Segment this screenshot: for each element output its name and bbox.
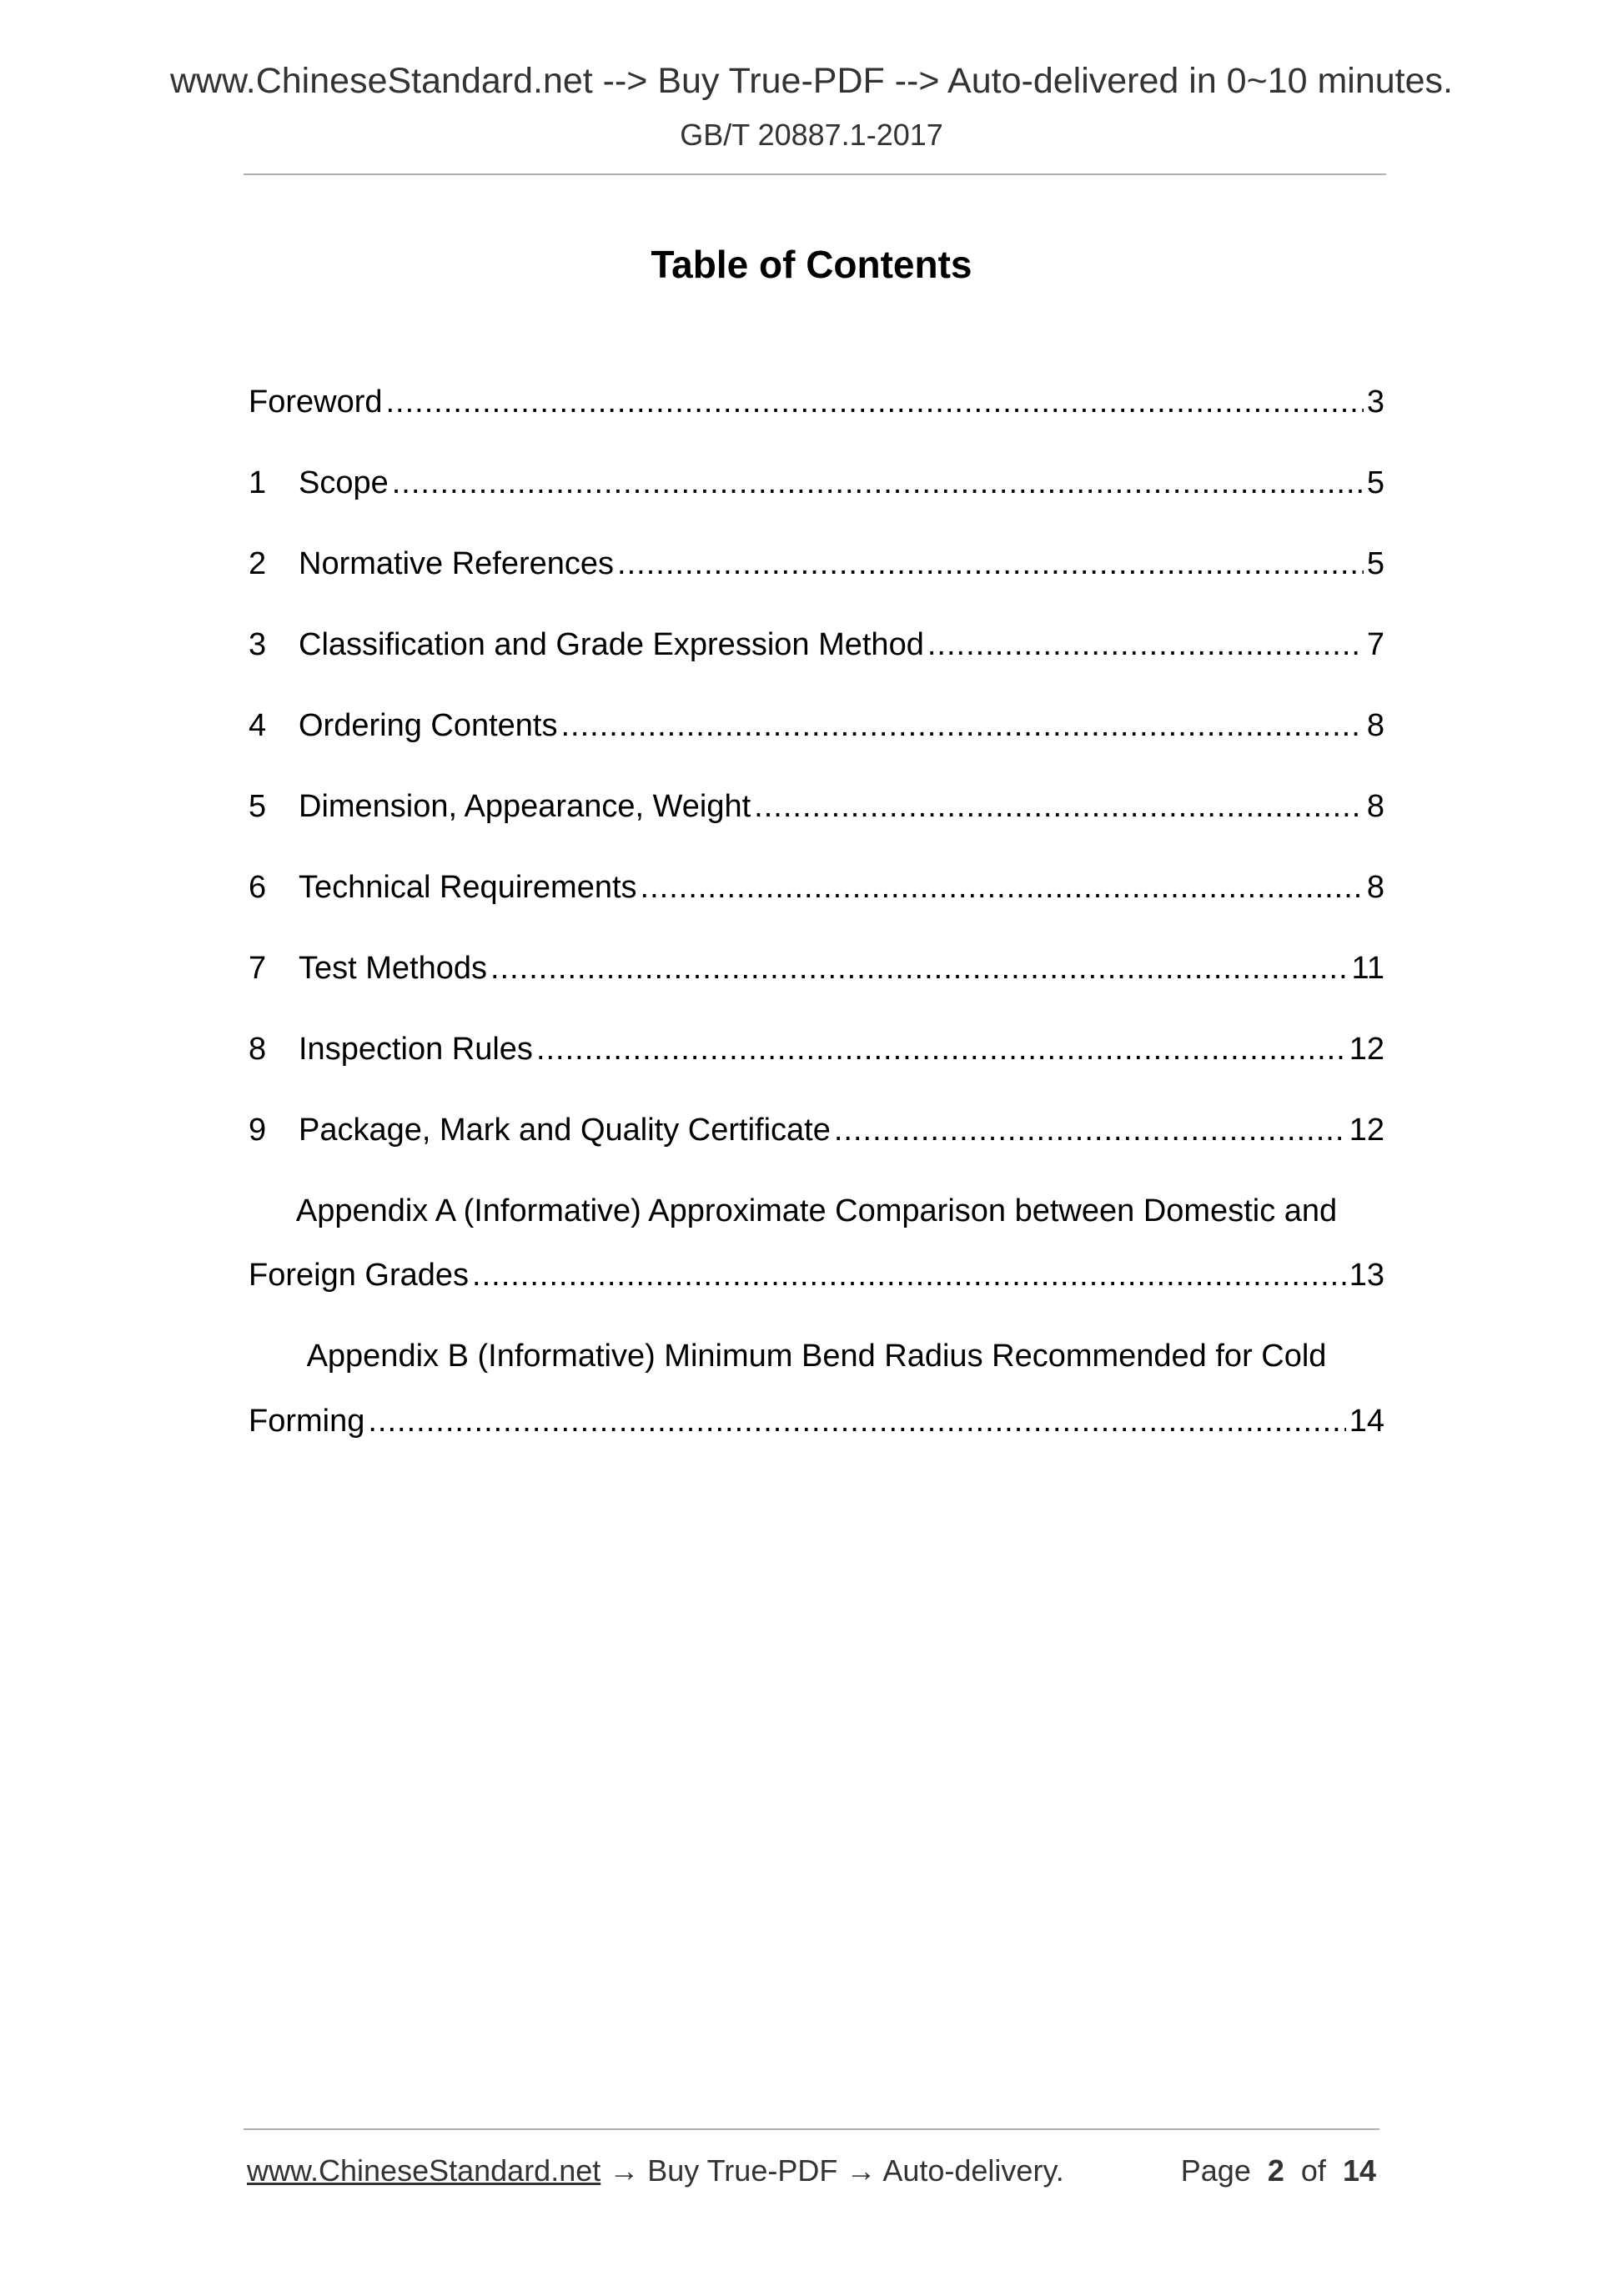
toc-entry-page: 11 — [1351, 951, 1384, 986]
standard-number: GB/T 20887.1-2017 — [680, 118, 943, 152]
toc-entry-inspection-rules[interactable] — [249, 1029, 1384, 1069]
toc-entry-number: 3 — [249, 627, 267, 662]
toc-entry-number: 8 — [249, 1032, 267, 1067]
toc-entry-page: 3 — [1366, 384, 1384, 420]
toc-entry-number: 2 — [249, 546, 267, 581]
toc-entry-number: 1 — [249, 465, 267, 500]
toc-leader-dots — [641, 867, 1364, 907]
toc-leader-dots — [472, 1255, 1346, 1295]
toc-entry-page: 12 — [1349, 1113, 1384, 1148]
toc-entry-foreword[interactable] — [249, 382, 1384, 422]
toc-leader-dots — [490, 948, 1349, 988]
toc-entry-test-methods[interactable] — [249, 948, 1384, 988]
page-title: Table of Contents — [651, 243, 972, 286]
header-banner: www.ChineseStandard.net --> Buy True-PDF --> Auto-delivered in 0~10 minutes. — [169, 61, 1453, 101]
toc-entry-page: 14 — [1349, 1404, 1384, 1439]
toc-entry-label: Normative References — [299, 546, 615, 581]
toc-entry-page: 13 — [1349, 1258, 1384, 1293]
toc-entry-number: 6 — [249, 870, 267, 905]
toc-leader-dots — [927, 625, 1364, 665]
toc-entry-page: 7 — [1366, 627, 1384, 662]
toc-entry-page: 8 — [1366, 789, 1384, 824]
total-pages-number: 14 — [1342, 2153, 1376, 2188]
toc-entry-normative-references[interactable] — [249, 544, 1384, 584]
toc-entry-label: Classification and Grade Expression Method — [299, 627, 924, 662]
toc-entry-ordering-contents[interactable] — [249, 706, 1384, 746]
toc-leader-dots — [617, 544, 1364, 584]
toc-entry-label: Ordering Contents — [299, 708, 558, 743]
toc-entry-page: 12 — [1349, 1032, 1384, 1067]
page-indicator — [1181, 2150, 1376, 2192]
toc-entry-technical-requirements[interactable] — [249, 867, 1384, 907]
toc-leader-dots — [754, 786, 1364, 826]
toc-entry-page: 8 — [1366, 870, 1384, 905]
toc-entry-page: 5 — [1366, 546, 1384, 581]
toc-entry-number: 5 — [249, 789, 267, 824]
toc-entry-label: Package, Mark and Quality Certificate — [299, 1113, 831, 1148]
toc-leader-dots — [392, 463, 1364, 503]
toc-appendix-a-line1[interactable]: Appendix A (Informative) Approximate Comparison between Domestic and — [295, 1193, 1338, 1228]
toc-entry-package-mark[interactable] — [249, 1110, 1384, 1150]
toc-entry-scope[interactable] — [249, 463, 1384, 503]
toc-entry-appendix-b[interactable] — [249, 1401, 1384, 1441]
toc-entry-number: 9 — [249, 1113, 267, 1148]
toc-entry-dimension[interactable] — [249, 786, 1384, 826]
toc-entry-number: 4 — [249, 708, 267, 743]
toc-entry-page: 8 — [1366, 708, 1384, 743]
toc-entry-label: Foreign Grades — [249, 1258, 470, 1293]
toc-entry-label: Test Methods — [299, 951, 487, 986]
toc-leader-dots — [536, 1029, 1346, 1069]
toc-leader-dots — [834, 1110, 1346, 1150]
toc-entry-appendix-a[interactable] — [249, 1255, 1384, 1295]
page-label: Page — [1180, 2153, 1251, 2188]
toc-entry-label: Dimension, Appearance, Weight — [299, 789, 751, 824]
toc-appendix-b-line1[interactable]: Appendix B (Informative) Minimum Bend Radius Recommended for Cold — [306, 1339, 1327, 1374]
toc-entry-label: Technical Requirements — [299, 870, 637, 905]
footer-divider — [244, 2128, 1379, 2130]
toc-entry-label: Forming — [249, 1404, 365, 1439]
current-page-number: 2 — [1267, 2153, 1284, 2188]
toc-entry-page: 5 — [1366, 465, 1384, 500]
toc-entry-label: Inspection Rules — [299, 1032, 533, 1067]
toc-entry-label: Foreword — [249, 384, 383, 420]
page-of-label: of — [1300, 2153, 1326, 2188]
toc-leader-dots — [561, 706, 1364, 746]
toc-entry-classification[interactable] — [249, 625, 1384, 665]
toc-entry-label: Scope — [299, 465, 389, 500]
footer-website-link[interactable]: www.ChineseStandard.net — [247, 2153, 601, 2188]
toc-leader-dots — [368, 1401, 1345, 1441]
toc-entry-number: 7 — [249, 951, 267, 986]
toc-leader-dots — [386, 382, 1364, 422]
page-footer — [247, 2150, 1383, 2192]
footer-text: → Buy True-PDF → Auto-delivery. — [609, 2153, 1064, 2188]
footer-left — [247, 2150, 1064, 2192]
